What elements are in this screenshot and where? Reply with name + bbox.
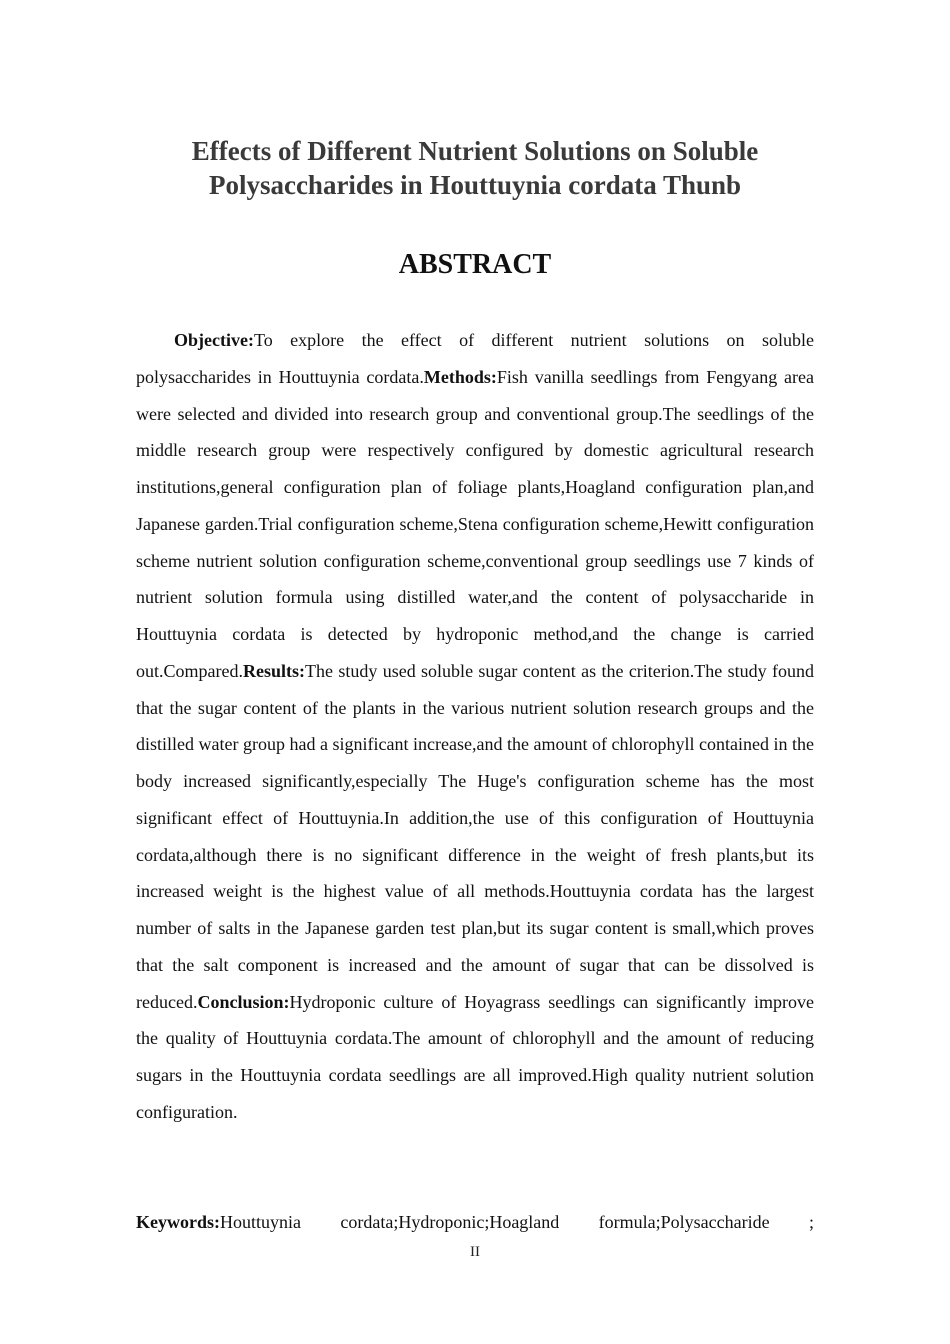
abstract-body xyxy=(136,322,814,1131)
objective-label: Objective: xyxy=(174,330,254,350)
results-text: The study used soluble sugar content as the criterion.The study found that the sugar content of the plants in the various nutrient solution research groups and the distilled water group had a significant increase,and the amount of chlorophyll contained in the body increased significantly,especially The Huge's configuration scheme has the most significant effect of Houttuynia.In addition,the use of this configuration of Houttuynia cordata,although there is no significant difference in the weight of fresh plants,but its increased weight is the highest value of all methods.Houttuynia cordata has the largest number of salts in the Japanese garden test plan,but its sugar content is small,which proves that the salt component is increased and the amount of sugar that can be dissolved is reduced. xyxy=(136,660,814,1012)
conclusion-label: Conclusion: xyxy=(197,991,290,1012)
results-label: Results: xyxy=(242,660,305,681)
keywords-line xyxy=(136,1204,814,1240)
abstract-heading: ABSTRACT xyxy=(398,249,552,280)
methods-label: Methods: xyxy=(423,366,497,387)
keywords-text: Houttuynia cordata;Hydroponic;Hoagland formula;Polysaccharide ; xyxy=(220,1212,814,1232)
conclusion-text: Hydroponic culture of Hoyagrass seedlings can significantly improve the quality of Houttuynia cordata.The amount of chlorophyll and the amount of reducing sugars in the Houttuynia cordata seedlings are all improved.High quality nutrient solution configuration. xyxy=(136,991,814,1122)
objective-text: To explore the effect of different nutrient solutions on soluble polysaccharides in Houttuynia cordata. xyxy=(136,330,814,387)
paper-title: Effects of Different Nutrient Solutions on Soluble Polysaccharides in Houttuynia cordata Thunb xyxy=(191,136,759,200)
methods-text: Fish vanilla seedlings from Fengyang area were selected and divided into research group and conventional group.The seedlings of the middle research group were respectively configured by domestic agricultural research institutions,general configuration plan of foliage plants,Hoagland configuration plan,and Japanese garden.Trial configuration scheme,Stena configuration scheme,Hewitt configuration scheme nutrient solution configuration scheme,conventional group seedlings use 7 kinds of nutrient solution formula using distilled water,and the content of polysaccharide in Houttuynia cordata is detected by hydroponic method,and the change is carried out.Compared. xyxy=(136,366,814,681)
page-number: II xyxy=(470,1244,480,1260)
keywords-label: Keywords: xyxy=(136,1212,220,1232)
